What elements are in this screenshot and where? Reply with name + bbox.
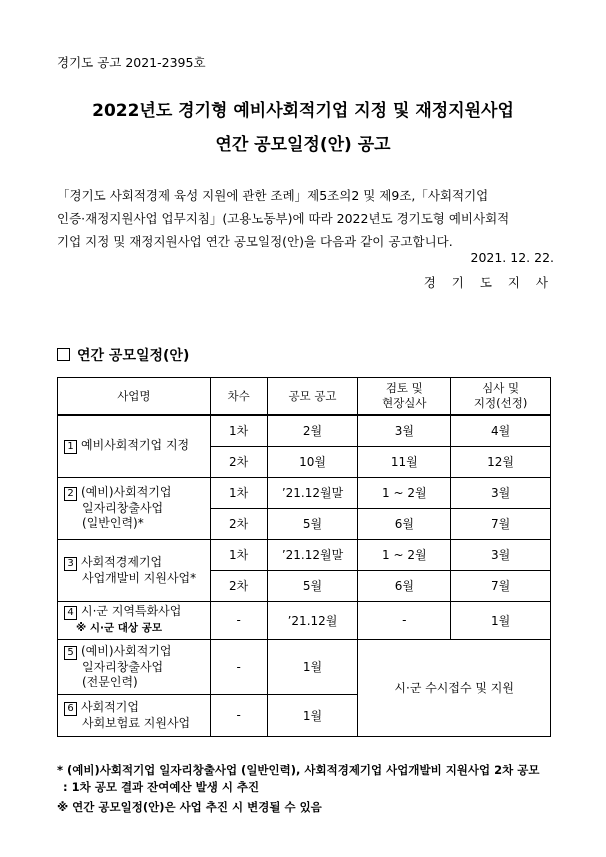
project-2-name [58,477,211,539]
footnote-1-line2: : 1차 공모 결과 잔여예산 발생 시 추진 [63,780,260,794]
header-review-line2: 현장실사 [382,396,427,410]
project-4-line1: 시·군 지역특화사업 [81,604,182,618]
document-title-line1: 2022년도 경기형 예비사회적기업 지정 및 재정지원사업 [92,101,514,121]
table-header-row [58,378,551,416]
cell-review: 6월 [358,508,451,539]
cell-review: 1 ~ 2월 [358,539,451,570]
footnote-1 [57,762,539,796]
project-2-line2: 일자리창출사업 [82,501,164,515]
merged-note-cell: 시·군 수시접수 및 지원 [358,639,551,736]
cell-designate: 3월 [451,477,551,508]
cell-designate: 3월 [451,539,551,570]
table-row [58,639,551,694]
project-1-label: 예비사회적기업 지정 [81,438,190,453]
project-4-line2: ※ 시·군 대상 공모 [76,622,163,634]
cell-announce: 5월 [267,570,358,601]
cell-designate: 4월 [451,415,551,446]
cell-review: - [358,601,451,639]
cell-designate: 7월 [451,570,551,601]
section-heading-text: 연간 공모일정(안) [77,348,190,364]
cell-designate: 12월 [451,446,551,477]
header-project: 사업명 [58,378,211,416]
table-row [58,601,551,639]
project-3-name [58,539,211,601]
project-6-line1: 사회적기업 [81,699,139,714]
number-box-icon: 6 [64,702,77,716]
announcement-date: 2021. 12. 22. [470,250,554,265]
project-2-line3: (일반인력)* [82,516,144,530]
schedule-table [57,377,551,737]
project-5-line3: (전문인력) [82,674,138,689]
cell-announce: 5월 [267,508,358,539]
cell-round: 2차 [210,508,267,539]
cell-round: 2차 [210,446,267,477]
checkbox-square-icon [57,348,70,361]
cell-review: 11월 [358,446,451,477]
cell-announce: 1월 [267,694,358,736]
project-5-line2: 일자리창출사업 [82,659,164,674]
cell-review: 6월 [358,570,451,601]
signature: 경 기 도 지 사 [423,275,554,290]
cell-announce: ’21.12월말 [267,477,358,508]
number-box-icon: 4 [64,606,77,620]
table-row [58,539,551,570]
announcement-body [57,184,552,253]
table-row [58,415,551,446]
cell-announce: 2월 [267,415,358,446]
table-row [58,477,551,508]
cell-round: 2차 [210,570,267,601]
cell-announce: ’21.12월 [267,601,358,639]
project-6-line2: 사회보험료 지원사업 [82,715,191,730]
footnote-1-line1: * (예비)사회적기업 일자리창출사업 (일반인력), 사회적경제기업 사업개발비 지원사업 2차 공모 [57,763,540,777]
cell-designate: 1월 [451,601,551,639]
project-1-name [58,415,211,477]
cell-designate: 7월 [451,508,551,539]
header-announce: 공모 공고 [267,378,358,416]
cell-round: 1차 [210,415,267,446]
body-line-1: 「경기도 사회적경제 육성 지원에 관한 조례」제5조의2 및 제9조,「사회적기업 [57,188,489,203]
header-round: 차수 [210,378,267,416]
number-box-icon: 3 [64,557,77,571]
document-title-line2: 연간 공모일정(안) 공고 [215,135,391,155]
header-designate-line1: 심사 및 [482,381,520,395]
cell-review: 3월 [358,415,451,446]
project-2-line1: (예비)사회적기업 [81,485,172,499]
number-box-icon: 1 [64,440,77,454]
cell-announce: 1월 [267,639,358,694]
cell-announce: ’21.12월말 [267,539,358,570]
header-review-line1: 검토 및 [385,381,423,395]
section-heading [57,345,189,365]
header-review [358,378,451,416]
number-box-icon: 5 [64,646,77,660]
project-4-name [58,601,211,639]
cell-announce: 10월 [267,446,358,477]
body-line-2: 인증·재정지원사업 업무지침」(고용노동부)에 따라 2022년도 경기도형 예비사회적 [57,211,510,226]
project-3-line1: 사회적경제기업 [81,554,163,569]
header-designate [451,378,551,416]
cell-round: - [210,601,267,639]
notice-number: 경기도 공고 2021-2395호 [57,55,206,70]
cell-round: 1차 [210,539,267,570]
project-3-line2: 사업개발비 지원사업* [82,570,197,585]
body-line-3: 기업 지정 및 재정지원사업 연간 공모일정(안)을 다음과 같이 공고합니다. [57,234,453,249]
cell-review: 1 ~ 2월 [358,477,451,508]
cell-round: 1차 [210,477,267,508]
number-box-icon: 2 [64,487,77,501]
cell-round: - [210,694,267,736]
project-5-name [58,639,211,694]
header-designate-line2: 지정(선정) [473,396,528,410]
footnote-2: ※ 연간 공모일정(안)은 사업 추진 시 변경될 수 있음 [57,800,322,814]
project-6-name [58,694,211,736]
project-5-line1: (예비)사회적기업 [81,643,172,658]
cell-round: - [210,639,267,694]
